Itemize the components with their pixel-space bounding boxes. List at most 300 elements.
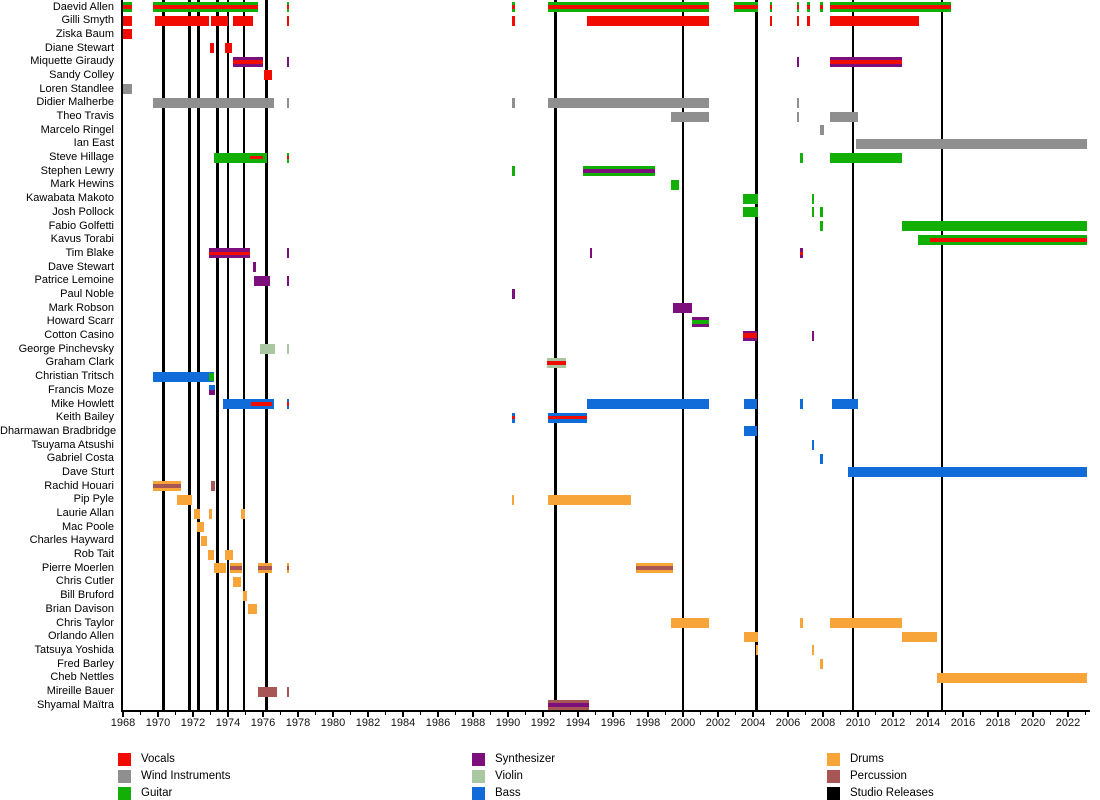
timeline-bar-overlay-vocals	[830, 5, 951, 9]
timeline-bar-bass	[744, 426, 756, 436]
axis-tick-label-2004: 2004	[740, 717, 766, 729]
axis-tick-label-2016: 2016	[950, 717, 976, 729]
timeline-bar-overlay-percussion	[636, 566, 673, 570]
timeline-bar-drums	[225, 550, 234, 560]
timeline-bar-guitar	[800, 153, 803, 163]
timeline-bar-guitar	[812, 194, 815, 204]
axis-major-tick	[402, 711, 404, 717]
timeline-bar-drums	[812, 645, 815, 655]
timeline-bar-overlay-vocals	[547, 361, 566, 365]
member-label-marcelo-ringel: Marcelo Ringel	[40, 123, 114, 136]
axis-tick-label-1996: 1996	[600, 717, 626, 729]
member-label-charles-hayward: Charles Hayward	[29, 534, 114, 547]
axis-major-tick	[752, 711, 754, 717]
timeline-bar-synthesizer	[590, 248, 592, 258]
timeline-bar-synthesizer	[512, 289, 515, 299]
axis-tick-label-1970: 1970	[145, 717, 171, 729]
timeline-bar-wind	[512, 98, 515, 108]
axis-major-tick	[1032, 711, 1034, 717]
axis-minor-tick	[210, 711, 212, 715]
axis-major-tick	[682, 711, 684, 717]
timeline-bar-wind	[287, 98, 290, 108]
axis-minor-tick	[700, 711, 702, 715]
timeline-bar-overlay-vocals	[770, 5, 773, 9]
member-label-mac-poole: Mac Poole	[62, 520, 114, 533]
timeline-bar-guitar	[214, 153, 267, 163]
member-label-gabriel-costa: Gabriel Costa	[46, 452, 114, 465]
studio-release-line-10	[852, 0, 855, 710]
timeline-bar-overlay-vocals	[512, 416, 515, 420]
timeline-bar-wind	[856, 139, 1087, 149]
timeline-bar-drums	[830, 618, 902, 628]
timeline-bar-drums	[230, 563, 242, 573]
timeline-bar-synthesizer	[287, 57, 290, 67]
legend-swatch-vocals	[118, 753, 131, 766]
timeline-bar-bass	[744, 399, 756, 409]
member-label-mark-robson: Mark Robson	[48, 301, 114, 314]
timeline-bar-guitar	[820, 2, 823, 12]
axis-major-tick	[262, 711, 264, 717]
timeline-bar-synthesizer	[253, 262, 256, 272]
timeline-bar-guitar	[671, 180, 679, 190]
axis-major-tick	[192, 711, 194, 717]
timeline-bar-percussion	[287, 687, 290, 697]
axis-minor-tick	[420, 711, 422, 715]
axis-tick-label-2022: 2022	[1055, 717, 1081, 729]
member-label-dave-stewart: Dave Stewart	[47, 260, 114, 273]
axis-major-tick	[227, 711, 229, 717]
timeline-bar-bass	[820, 454, 823, 464]
timeline-bar-drums	[744, 632, 758, 642]
member-label-patrice-lemoine: Patrice Lemoine	[34, 274, 114, 287]
timeline-bar-wind	[548, 98, 709, 108]
timeline-bar-synthesizer	[797, 57, 800, 67]
timeline-bar-synthesizer	[254, 276, 270, 286]
timeline-bar-guitar	[820, 221, 823, 231]
legend-label-violin: Violin	[495, 770, 523, 782]
timeline-bar-overlay-guitar	[209, 373, 214, 381]
legend-swatch-percussion	[827, 770, 840, 783]
timeline-bar-violin	[287, 344, 290, 354]
timeline-bar-vocals	[770, 16, 773, 26]
axis-tick-label-1984: 1984	[390, 717, 416, 729]
axis-tick-label-1974: 1974	[215, 717, 241, 729]
timeline-bar-vocals	[287, 16, 290, 26]
member-label-christian-tritsch: Christian Tritsch	[35, 370, 114, 383]
axis-tick-label-2020: 2020	[1020, 717, 1046, 729]
timeline-bar-guitar	[902, 221, 1088, 231]
legend-swatch-synthesizer	[472, 753, 485, 766]
timeline-bar-guitar	[583, 166, 655, 176]
axis-tick-label-2018: 2018	[985, 717, 1011, 729]
axis-major-tick	[787, 711, 789, 717]
member-label-graham-clark: Graham Clark	[45, 356, 114, 369]
timeline-bar-overlay-vocals	[797, 5, 800, 9]
timeline-bar-bass	[848, 467, 1088, 477]
studio-release-line-9	[755, 0, 758, 710]
timeline-bar-overlay-vocals	[287, 156, 290, 160]
axis-tick-label-1976: 1976	[250, 717, 276, 729]
member-label-shyamal-ma-tra: Shyamal Maïtra	[36, 698, 114, 711]
timeline-bar-overlay-vocals	[734, 5, 759, 9]
member-label-rachid-houari: Rachid Houari	[44, 479, 114, 492]
timeline-bar-synthesizer	[287, 248, 290, 258]
legend-swatch-wind	[118, 770, 131, 783]
axis-tick-label-1998: 1998	[635, 717, 661, 729]
axis-minor-tick	[770, 711, 772, 715]
axis-major-tick	[367, 711, 369, 717]
member-label-bill-bruford: Bill Bruford	[60, 589, 114, 602]
timeline-bar-drums	[937, 673, 1088, 683]
timeline-bar-drums	[258, 563, 272, 573]
member-label-theo-travis: Theo Travis	[56, 110, 114, 123]
legend-label-releases: Studio Releases	[850, 787, 934, 799]
timeline-bar-bass	[153, 372, 214, 382]
timeline-bar-drums	[177, 495, 192, 505]
axis-tick-label-1980: 1980	[320, 717, 346, 729]
studio-release-line-11	[941, 0, 944, 710]
axis-major-tick	[332, 711, 334, 717]
axis-minor-tick	[560, 711, 562, 715]
member-label-tsuyama-atsushi: Tsuyama Atsushi	[31, 438, 114, 451]
axis-tick-label-1968: 1968	[110, 717, 136, 729]
timeline-bar-wind	[123, 84, 132, 94]
timeline-bar-overlay-percussion	[153, 484, 181, 488]
timeline-bar-overlay-guitar	[692, 320, 710, 324]
legend-label-vocals: Vocals	[141, 753, 175, 765]
member-label-kavus-torabi: Kavus Torabi	[50, 233, 114, 246]
timeline-bar-bass	[209, 385, 215, 395]
timeline-bar-bass	[832, 399, 858, 409]
timeline-bar-drums	[201, 536, 207, 546]
timeline-bar-percussion	[211, 481, 215, 491]
timeline-bar-vocals	[123, 16, 132, 26]
timeline-bar-vocals	[225, 43, 233, 53]
axis-minor-tick	[1050, 711, 1052, 715]
axis-major-tick	[717, 711, 719, 717]
member-label-francis-moze: Francis Moze	[47, 383, 114, 396]
timeline-bar-drums	[636, 563, 673, 573]
timeline-bar-guitar	[734, 2, 759, 12]
member-label-daevid-allen: Daevid Allen	[52, 0, 114, 13]
axis-tick-label-2002: 2002	[705, 717, 731, 729]
member-label-didier-malherbe: Didier Malherbe	[36, 96, 114, 109]
axis-minor-tick	[1015, 711, 1017, 715]
axis-major-tick	[297, 711, 299, 717]
timeline-bar-overlay-vocals	[209, 252, 250, 256]
axis-major-tick	[437, 711, 439, 717]
axis-tick-label-1978: 1978	[285, 717, 311, 729]
axis-tick-label-1992: 1992	[530, 717, 556, 729]
axis-major-tick	[822, 711, 824, 717]
legend-label-bass: Bass	[495, 787, 521, 799]
timeline-bar-overlay-vocals	[123, 5, 132, 9]
timeline-bar-bass	[223, 399, 274, 409]
axis-tick-label-2014: 2014	[915, 717, 941, 729]
legend-label-percussion: Percussion	[850, 770, 907, 782]
axis-tick-label-2006: 2006	[775, 717, 801, 729]
member-label-steve-hillage: Steve Hillage	[49, 151, 114, 164]
timeline-bar-overlay-vocals	[548, 416, 587, 420]
timeline-bar-overlay-synthesizer	[209, 390, 215, 395]
axis-minor-tick	[630, 711, 632, 715]
timeline-bar-overlay-vocals	[800, 252, 803, 256]
axis-tick-label-2000: 2000	[670, 717, 696, 729]
member-label-ziska-baum: Ziska Baum	[55, 27, 114, 40]
timeline-bar-overlay-percussion	[287, 566, 290, 570]
member-label-loren-standlee: Loren Standlee	[39, 82, 114, 95]
timeline-bar-overlay-vocals	[250, 156, 263, 160]
timeline-bar-overlay-vocals	[153, 5, 258, 9]
timeline-bar-percussion	[258, 687, 277, 697]
timeline-bar-wind	[797, 98, 800, 108]
member-label-ian-east: Ian East	[73, 137, 114, 150]
timeline-bar-drums	[756, 645, 759, 655]
timeline-bar-drums	[208, 550, 214, 560]
timeline-bar-synthesizer	[800, 248, 803, 258]
axis-minor-tick	[875, 711, 877, 715]
timeline-bar-overlay-vocals	[251, 402, 272, 406]
timeline-bar-overlay-vocals	[287, 402, 290, 406]
member-label-kawabata-makoto: Kawabata Makoto	[25, 192, 114, 205]
timeline-bar-vocals	[807, 16, 810, 26]
axis-minor-tick	[595, 711, 597, 715]
axis-minor-tick	[490, 711, 492, 715]
member-label-josh-pollock: Josh Pollock	[52, 205, 114, 218]
timeline-bar-bass	[512, 413, 515, 423]
legend-swatch-violin	[472, 770, 485, 783]
axis-tick-label-1972: 1972	[180, 717, 206, 729]
axis-tick-label-1990: 1990	[495, 717, 521, 729]
timeline-bar-synthesizer	[673, 303, 692, 313]
axis-major-tick	[927, 711, 929, 717]
axis-tick-label-2008: 2008	[810, 717, 836, 729]
axis-major-tick	[542, 711, 544, 717]
timeline-bar-vocals	[797, 16, 800, 26]
timeline-bar-guitar	[287, 2, 290, 12]
timeline-bar-synthesizer	[743, 331, 757, 341]
timeline-bar-drums	[209, 509, 213, 519]
timeline-bar-synthesizer	[692, 317, 710, 327]
axis-major-tick	[472, 711, 474, 717]
timeline-bar-overlay-vocals	[820, 5, 823, 9]
axis-major-tick	[1067, 711, 1069, 717]
legend-label-synthesizer: Synthesizer	[495, 753, 556, 765]
legend-swatch-drums	[827, 753, 840, 766]
timeline-bar-drums	[671, 618, 710, 628]
member-label-howard-scarr: Howard Scarr	[46, 315, 114, 328]
timeline-bar-drums	[243, 591, 247, 601]
axis-minor-tick	[910, 711, 912, 715]
timeline-bar-guitar	[123, 2, 132, 12]
timeline-bar-bass	[287, 399, 290, 409]
axis-major-tick	[577, 711, 579, 717]
axis-major-tick	[892, 711, 894, 717]
member-label-pip-pyle: Pip Pyle	[73, 493, 114, 506]
timeline-bar-vocals	[155, 16, 209, 26]
timeline-bar-drums	[214, 563, 226, 573]
timeline-bar-guitar	[743, 194, 758, 204]
member-label-chris-taylor: Chris Taylor	[56, 616, 114, 629]
member-label-george-pinchevsky: George Pinchevsky	[18, 342, 114, 355]
member-label-rob-tait: Rob Tait	[73, 548, 114, 561]
timeline-bar-guitar	[770, 2, 773, 12]
axis-tick-label-1986: 1986	[425, 717, 451, 729]
timeline-bar-violin	[260, 344, 275, 354]
timeline-bar-guitar	[918, 235, 1088, 245]
axis-minor-tick	[840, 711, 842, 715]
timeline-bar-drums	[902, 632, 937, 642]
timeline-bar-wind	[671, 112, 710, 122]
timeline-bar-guitar	[807, 2, 810, 12]
legend-label-wind: Wind Instruments	[141, 770, 231, 782]
timeline-bar-bass	[587, 399, 710, 409]
legend-label-guitar: Guitar	[141, 787, 173, 799]
timeline-bar-percussion	[548, 700, 588, 710]
member-label-fabio-golfetti: Fabio Golfetti	[48, 219, 114, 232]
legend-swatch-releases	[827, 787, 840, 800]
member-label-mark-hewins: Mark Hewins	[50, 178, 114, 191]
timeline-bar-guitar	[820, 207, 823, 217]
timeline-bar-synthesizer	[233, 57, 263, 67]
axis-major-tick	[122, 711, 124, 717]
timeline-bar-synthesizer	[209, 248, 250, 258]
member-label-mike-howlett: Mike Howlett	[51, 397, 114, 410]
timeline-bar-drums	[194, 509, 200, 519]
member-label-stephen-lewry: Stephen Lewry	[40, 164, 114, 177]
axis-tick-label-1988: 1988	[460, 717, 486, 729]
member-label-pierre-moerlen: Pierre Moerlen	[41, 561, 114, 574]
axis-minor-tick	[665, 711, 667, 715]
timeline-bar-vocals	[512, 16, 515, 26]
timeline-bar-synthesizer	[812, 331, 815, 341]
member-label-gilli-smyth: Gilli Smyth	[61, 14, 114, 27]
axis-major-tick	[857, 711, 859, 717]
member-label-mireille-bauer: Mireille Bauer	[46, 685, 114, 697]
timeline-bar-bass	[812, 440, 815, 450]
member-label-dharmawan-bradbridge: Dharmawan Bradbridge	[0, 424, 117, 437]
axis-minor-tick	[350, 711, 352, 715]
timeline-bar-drums	[153, 481, 181, 491]
timeline-bar-guitar	[548, 2, 709, 12]
axis-minor-tick	[175, 711, 177, 715]
timeline-bar-vocals	[830, 16, 919, 26]
timeline-bar-overlay-synthesizer	[583, 169, 655, 173]
member-label-diane-stewart: Diane Stewart	[44, 41, 114, 54]
timeline-bar-overlay-vocals	[287, 5, 290, 9]
timeline-bar-overlay-vocals	[233, 60, 263, 64]
axis-minor-tick	[315, 711, 317, 715]
axis-major-tick	[997, 711, 999, 717]
axis-minor-tick	[525, 711, 527, 715]
member-label-cheb-nettles: Cheb Nettles	[50, 671, 114, 684]
plot-left-frame-line	[121, 0, 123, 710]
member-label-miquette-giraudy: Miquette Giraudy	[30, 55, 114, 68]
timeline-bar-drums	[800, 618, 803, 628]
axis-tick-label-1994: 1994	[565, 717, 591, 729]
timeline-bar-drums	[197, 522, 204, 532]
timeline-bar-drums	[233, 577, 241, 587]
timeline-bar-guitar	[512, 2, 515, 12]
timeline-bar-bass	[548, 413, 587, 423]
axis-major-tick	[647, 711, 649, 717]
timeline-bar-synthesizer	[830, 57, 902, 67]
timeline-bar-violin	[547, 358, 566, 368]
axis-minor-tick	[735, 711, 737, 715]
legend-label-drums: Drums	[850, 753, 884, 765]
timeline-bar-drums	[512, 495, 515, 505]
timeline-bar-guitar	[812, 207, 815, 217]
timeline-bar-synthesizer	[287, 276, 290, 286]
legend-swatch-guitar	[118, 787, 131, 800]
member-label-orlando-allen: Orlando Allen	[47, 630, 114, 643]
timeline-bar-drums	[820, 659, 823, 669]
timeline-bar-overlay-vocals	[830, 60, 902, 64]
timeline-bar-vocals	[264, 70, 272, 80]
axis-tick-label-2010: 2010	[845, 717, 871, 729]
timeline-bar-guitar	[153, 2, 258, 12]
timeline-bar-guitar	[830, 2, 951, 12]
axis-minor-tick	[805, 711, 807, 715]
timeline-bar-drums	[248, 604, 257, 614]
member-label-sandy-colley: Sandy Colley	[49, 68, 114, 81]
axis-major-tick	[507, 711, 509, 717]
axis-major-tick	[962, 711, 964, 717]
axis-minor-tick	[245, 711, 247, 715]
axis-minor-tick	[455, 711, 457, 715]
member-label-laurie-allan: Laurie Allan	[56, 507, 114, 520]
member-label-keith-bailey: Keith Bailey	[55, 411, 114, 424]
timeline-bar-wind	[830, 112, 858, 122]
timeline-bar-drums	[548, 495, 630, 505]
member-label-dave-sturt: Dave Sturt	[62, 465, 114, 478]
axis-major-tick	[157, 711, 159, 717]
timeline-bar-overlay-vocals	[548, 5, 709, 9]
timeline-bar-wind	[797, 112, 800, 122]
timeline-bar-overlay-percussion	[230, 566, 242, 570]
timeline-bar-overlay-synthesizer	[548, 703, 588, 707]
axis-tick-label-2012: 2012	[880, 717, 906, 729]
axis-major-tick	[612, 711, 614, 717]
axis-minor-tick	[280, 711, 282, 715]
timeline-bar-guitar	[512, 166, 515, 176]
member-label-tatsuya-yoshida: Tatsuya Yoshida	[34, 643, 114, 656]
timeline-bar-drums	[287, 563, 290, 573]
member-label-tim-blake: Tim Blake	[65, 246, 114, 259]
timeline-bar-overlay-vocals	[512, 5, 515, 9]
timeline-bar-drums	[241, 509, 245, 519]
axis-minor-tick	[980, 711, 982, 715]
timeline-bar-overlay-percussion	[258, 566, 272, 570]
timeline-bar-guitar	[743, 207, 758, 217]
axis-minor-tick	[945, 711, 947, 715]
member-label-paul-noble: Paul Noble	[60, 287, 114, 300]
timeline-bar-guitar	[830, 153, 902, 163]
timeline-bar-wind	[153, 98, 274, 108]
timeline-bar-vocals	[211, 16, 228, 26]
member-label-fred-barley: Fred Barley	[57, 657, 114, 670]
timeline-bar-overlay-vocals	[930, 238, 1088, 242]
timeline-bar-overlay-vocals	[743, 333, 757, 339]
axis-minor-tick	[1085, 711, 1087, 715]
member-label-chris-cutler: Chris Cutler	[55, 575, 114, 588]
timeline-bar-overlay-vocals	[807, 5, 810, 9]
legend-swatch-bass	[472, 787, 485, 800]
timeline-bar-vocals	[587, 16, 710, 26]
timeline-bar-guitar	[797, 2, 800, 12]
axis-minor-tick	[140, 711, 142, 715]
member-label-cotton-casino: Cotton Casino	[44, 329, 114, 342]
